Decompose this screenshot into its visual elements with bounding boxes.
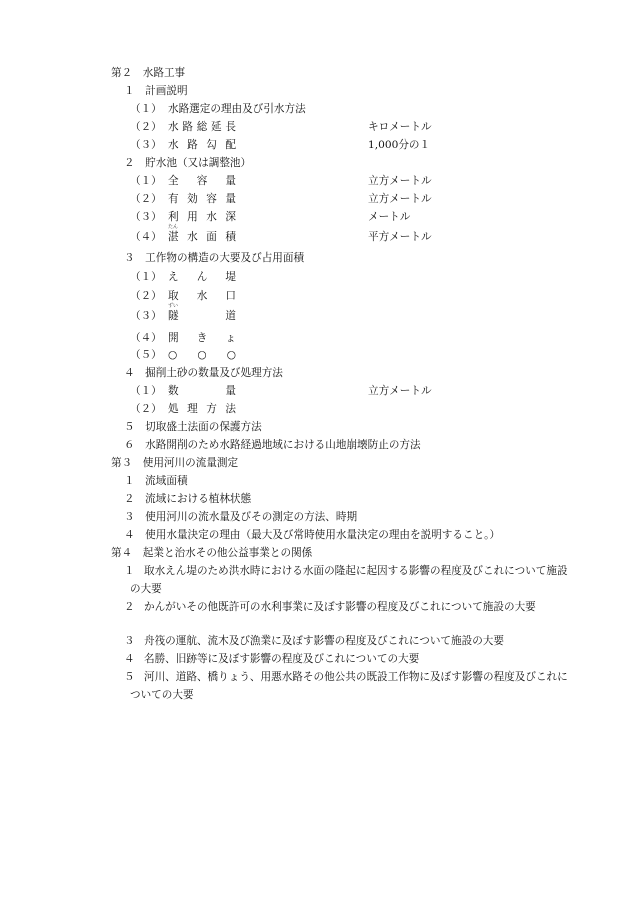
subitem-2-2-4-label <box>168 231 236 244</box>
subitem-2-1-2-label <box>168 121 236 134</box>
label-char: 理 <box>187 403 198 415</box>
label-char: 水 <box>206 211 217 223</box>
subitem-2-3-5-label <box>168 349 236 362</box>
label-char: 量 <box>225 193 236 205</box>
label-char: 法 <box>225 403 236 415</box>
subitem-2-1-2-unit: キロメートル <box>368 121 432 133</box>
label-char: 水 <box>187 231 198 243</box>
subitem-2-3-1-label <box>168 271 236 284</box>
label-char: 量 <box>225 385 236 397</box>
item-4-2-text: かんがいその他既許可の水利事業に及ぼす影響の程度及びこれについて施設の大要 <box>144 601 536 613</box>
subitem-2-1-3-label <box>168 139 236 152</box>
subitem-2-2-3-unit: メートル <box>368 211 411 223</box>
label-char: ん <box>196 271 208 283</box>
furigana-zui: ずい <box>168 303 179 309</box>
label-char: 有 <box>168 193 179 205</box>
subitem-2-2-3-number: （３） <box>130 211 162 223</box>
item-2-3-heading: ３ 工作物の構造の大要及び占用面積 <box>124 252 305 264</box>
label-char: 用 <box>187 211 198 223</box>
subitem-2-2-3-label <box>168 211 236 224</box>
subitem-2-2-1-label <box>168 175 236 188</box>
label-char: 総 <box>196 121 208 133</box>
subitem-2-3-4-number: （４） <box>130 332 162 344</box>
label-char: ょ <box>225 332 236 344</box>
label-char: え <box>168 271 179 283</box>
subitem-2-3-2-number: （２） <box>130 290 162 302</box>
section-3-heading: 第３ 使用河川の流量測定 <box>111 457 239 469</box>
label-char: 配 <box>225 139 236 151</box>
item-4-1-number: １ <box>124 565 135 577</box>
subitem-2-3-2-label <box>168 290 236 303</box>
item-4-1-text: 取水えん堤のため洪水時における水面の隆起に起因する影響の程度及びこれについて施設の大要 <box>130 565 568 595</box>
subitem-2-4-1-number: （１） <box>130 385 162 397</box>
label-char: 路 <box>182 121 193 133</box>
label-char: 勾 <box>206 139 217 151</box>
subitem-2-2-1-unit: 立方メートル <box>368 175 432 187</box>
subitem-2-3-5-number: （５） <box>130 349 162 361</box>
label-char: 積 <box>225 231 236 243</box>
label-char: 道 <box>225 310 236 322</box>
subitem-2-2-4-number: （４） <box>130 231 162 243</box>
subitem-2-2-1-number: （１） <box>130 175 162 187</box>
item-4-5-number: ５ <box>124 671 135 683</box>
item-3-3: ３ 使用河川の流水量及びその測定の方法、時期 <box>124 511 358 523</box>
label-char: 処 <box>168 403 179 415</box>
subitem-2-4-1-label <box>168 385 236 398</box>
label-char: 方 <box>206 403 217 415</box>
furigana-tan: たん <box>168 224 179 230</box>
item-4-3-text: 舟筏の運航、流木及び漁業に及ぼす影響の程度及びこれについて施設の大要 <box>144 635 504 647</box>
item-4-3-number: ３ <box>124 635 135 647</box>
label-char: 効 <box>187 193 198 205</box>
subitem-2-1-3-value: 1,000分の１ <box>368 139 431 151</box>
label-char: 容 <box>206 193 217 205</box>
subitem-2-1-2-number: （２） <box>130 121 162 133</box>
label-char: ○ <box>197 349 207 361</box>
subitem-2-2-2-number: （２） <box>130 193 162 205</box>
label-char: 路 <box>187 139 198 151</box>
item-2-6-heading: ６ 水路開削のため水路経過地域における山地崩壊防止の方法 <box>124 439 421 451</box>
item-4-4-text: 名勝、旧跡等に及ぼす影響の程度及びこれについての大要 <box>144 653 420 665</box>
label-char: 水 <box>196 290 208 302</box>
item-2-2-heading: ２ 貯水池（又は調整池） <box>124 157 252 169</box>
subitem-2-4-2-number: （２） <box>130 403 162 415</box>
label-char: 容 <box>196 175 208 187</box>
label-char: ○ <box>226 349 236 361</box>
label-char: 湛 <box>168 231 179 243</box>
label-char: 取 <box>168 290 179 302</box>
subitem-2-2-2-unit: 立方メートル <box>368 193 432 205</box>
item-4-2-number: ２ <box>124 601 135 613</box>
subitem-2-4-2-label <box>168 403 236 416</box>
item-4-4-number: ４ <box>124 653 135 665</box>
section-4-heading: 第４ 起業と治水その他公益事業との関係 <box>111 547 313 559</box>
label-char: 全 <box>168 175 179 187</box>
item-3-1: １ 流域面積 <box>124 475 188 487</box>
label-char: 水 <box>168 121 179 133</box>
subitem-2-2-4-unit: 平方メートル <box>368 231 432 243</box>
label-char: 深 <box>225 211 236 223</box>
label-char: 開 <box>168 332 179 344</box>
label-char: き <box>196 332 208 344</box>
item-2-1-heading: １ 計画説明 <box>124 85 188 97</box>
subitem-2-1-1-text: 水路選定の理由及び引水方法 <box>168 103 306 115</box>
label-char: 口 <box>225 290 236 302</box>
subitem-2-3-1-number: （１） <box>130 271 162 283</box>
item-3-2: ２ 流域における植林状態 <box>124 493 252 505</box>
label-char: 水 <box>168 139 179 151</box>
subitem-2-3-3-label <box>168 310 236 323</box>
subitem-2-1-1-number: （１） <box>130 103 162 115</box>
item-3-4: ４ 使用水量決定の理由（最大及び常時使用水量決定の理由を説明すること。） <box>124 529 501 541</box>
section-2-heading: 第２ 水路工事 <box>111 67 186 79</box>
label-char: 隧 <box>168 310 179 322</box>
label-char: 延 <box>211 121 222 133</box>
label-char: ○ <box>168 349 178 361</box>
subitem-2-3-4-label <box>168 332 236 345</box>
item-2-5-heading: ５ 切取盛土法面の保護方法 <box>124 421 262 433</box>
item-4-5-text: 河川、道路、橋りょう、用悪水路その他公共の既設工作物に及ぼす影響の程度及びこれについての大要 <box>130 671 568 701</box>
subitem-2-4-1-unit: 立方メートル <box>368 385 432 397</box>
item-2-4-heading: ４ 掘削土砂の数量及び処理方法 <box>124 367 283 379</box>
label-char: 量 <box>225 175 236 187</box>
subitem-2-2-2-label <box>168 193 236 206</box>
label-char: 数 <box>168 385 179 397</box>
label-char: 面 <box>206 231 217 243</box>
subitem-2-3-3-number: （３） <box>130 310 162 322</box>
label-char: 長 <box>225 121 236 133</box>
label-char: 堤 <box>225 271 236 283</box>
label-char: 利 <box>168 211 179 223</box>
subitem-2-1-3-number: （３） <box>130 139 162 151</box>
